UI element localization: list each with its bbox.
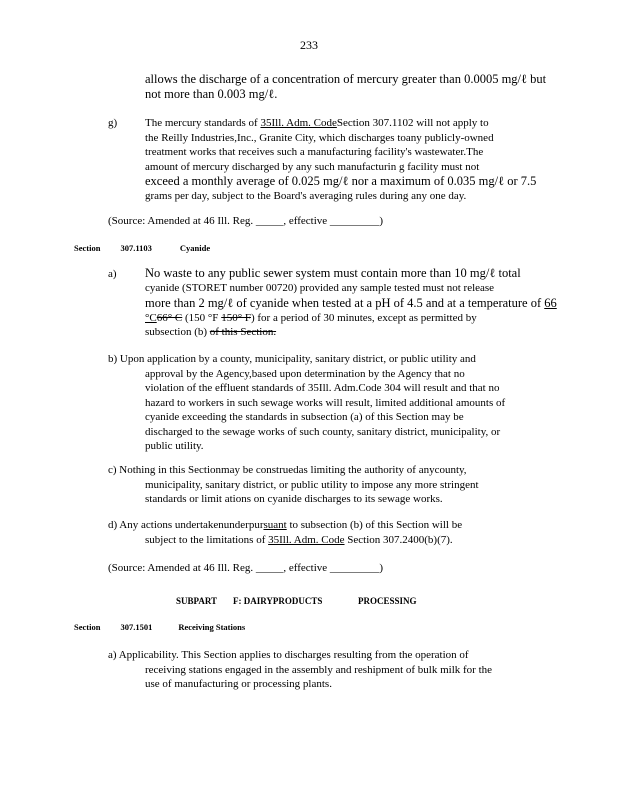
para-g-line: grams per day, subject to the Board's averaging rules during any one day.: [145, 190, 467, 202]
intro-line: allows the discharge of a concentration of mercury greater than 0.0005 mg/ℓ but: [145, 72, 547, 86]
para-d: [108, 518, 540, 547]
para-g-line: the Reilly Industries,Inc., Granite City, which discharges toany publicly-owned: [145, 131, 494, 144]
intro-paragraph: [145, 72, 546, 102]
para-applicability: [108, 648, 540, 692]
para-c: [108, 463, 540, 507]
para-g-line: exceed a monthly average of 0.025 mg/ℓ nor a maximum of 0.035 mg/ℓ or 7.5: [145, 174, 537, 188]
para-b-line: discharged to the sewage works of such county, sanitary district, municipality, or: [145, 425, 501, 438]
para-b-line: cyanide exceeding the standards in subsection (a) of this Section may be: [145, 411, 464, 423]
para-a-line: No waste to any public sewer system must contain more than 10 mg/ℓ total: [145, 266, 521, 280]
para-c-line: c) Nothing in this Sectionmay be construedas limiting the authority of anycounty,: [108, 464, 467, 476]
para-d-line: d) Any actions undertakenunderpursuant to subsection (b) of this Section will be: [108, 519, 463, 531]
para-g-label: g): [108, 117, 118, 129]
para-d-line: subject to the limitations of 35Ill. Adm. Code Section 307.2400(b)(7).: [145, 533, 453, 546]
para-g-line: treatment works that receives such a manufacturing facility's wastewater.The: [145, 146, 484, 158]
page-number: 233: [300, 38, 318, 52]
para-c-line: municipality, sanitary district, or public utility to impose any more stringent: [145, 478, 479, 491]
para-b-line: public utility.: [145, 440, 204, 452]
para-a-label: a): [108, 268, 117, 280]
para-a-line: °C66° C (150 °F 150° F) for a period of 30 minutes, except as permitted by: [145, 311, 477, 324]
para-a: [145, 266, 557, 340]
para-applicability-line: receiving stations engaged in the assembly and reshipment of bulk milk for the: [145, 663, 493, 676]
para-b-line: hazard to workers in such sewage works will result, limited additional amounts of: [145, 396, 506, 409]
para-b-line: violation of the effluent standards of 35Ill. Adm.Code 304 will result and that no: [145, 382, 500, 394]
section-heading-1501: Section 307.1501 Receiving Stations: [74, 622, 246, 632]
para-g: [145, 116, 540, 204]
para-applicability-line: use of manufacturing or processing plants.: [145, 678, 332, 690]
para-applicability-line: a) Applicability. This Section applies to discharges resulting from the operation of: [108, 649, 469, 661]
para-b-line: approval by the Agency,based upon determination by the Agency that no: [145, 367, 465, 380]
section-heading-1103: Section 307.1103 Cyanide: [74, 243, 211, 253]
para-b-line: b) Upon application by a county, municipality, sanitary district, or public utility and: [108, 353, 476, 365]
para-c-line: standards or limit ations on cyanide discharges to its sewage works.: [145, 493, 443, 505]
source-note: (Source: Amended at 46 Ill. Reg. _____, effective _________): [108, 562, 384, 574]
para-g-line: The mercury standards of 35Ill. Adm. CodeSection 307.1102 will not apply to: [145, 117, 489, 129]
para-a-line: more than 2 mg/ℓ of cyanide when tested at a pH of 4.5 and at a temperature of 66: [145, 295, 557, 310]
source-note: (Source: Amended at 46 Ill. Reg. _____, effective _________): [108, 215, 384, 227]
para-a-line: subsection (b) of this Section.: [145, 326, 277, 338]
intro-line: not more than 0.003 mg/ℓ.: [145, 87, 278, 101]
para-b: [108, 352, 540, 454]
para-a-line: cyanide (STORET number 00720) provided any sample tested must not release: [145, 282, 495, 294]
para-g-line: amount of mercury discharged by any such manufacturin g facility must not: [145, 160, 480, 173]
